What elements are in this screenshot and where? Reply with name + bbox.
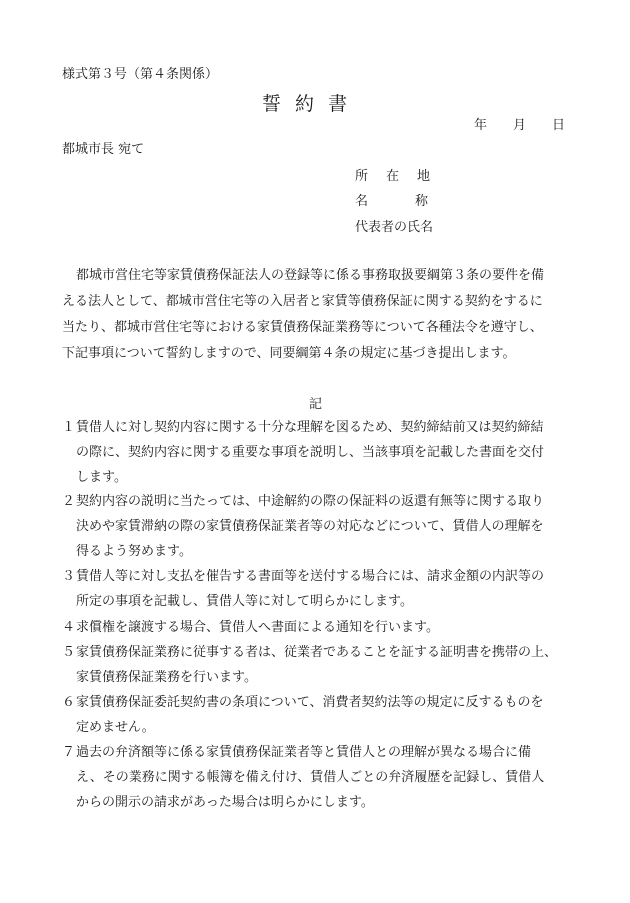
item-line: 賃借人等に対し支払を催告する書面等を送付する場合には、請求金額の内訳等の	[76, 569, 545, 584]
name-label: 名称	[355, 194, 476, 209]
item-line: の際に、契約内容に関する重要な事項を説明し、当該事項を記載した書面を交付	[76, 445, 545, 460]
form-number: 様式第３号（第４条関係）	[62, 67, 219, 82]
body-paragraph-line: える法人として、都城市営住宅等の入居者と家賃等債務保証に関する契約をするに	[62, 294, 543, 309]
item-line: 決めや家賃滞納の際の家賃債務保証業者等の対応などについて、賃借人の理解を	[76, 519, 544, 534]
representative-label: 代表者の氏名	[355, 220, 434, 235]
document-title: 誓約書	[262, 93, 362, 115]
ki-heading: 記	[309, 397, 323, 412]
item-line: 所定の事項を記載し、賃借人等に対して明らかにします。	[76, 594, 413, 609]
item-line: 得るよう努めます。	[76, 544, 192, 559]
item-line: 求償権を譲渡する場合、賃借人へ書面による通知を行います。	[76, 620, 439, 635]
date-day: 日	[552, 118, 566, 133]
body-paragraph-line: 都城市営住宅等家賃債務保証法人の登録等に係る事務取扱要綱第３条の要件を備	[76, 268, 545, 283]
body-paragraph-line: 当たり、都城市営住宅等における家賃債務保証業務等について各種法令を遵守し、	[62, 320, 543, 335]
item-number: １	[62, 420, 76, 435]
item-line: 契約内容の説明に当たっては、中途解約の際の保証料の返還有無等に関する取り	[76, 494, 545, 509]
item-number: ３	[62, 569, 76, 584]
item-line: からの開示の請求があった場合は明らかにします。	[76, 795, 374, 810]
addressee: 都城市長 宛て	[62, 142, 145, 157]
date-month: 月	[513, 118, 527, 133]
item-line: 家賃債務保証委託契約書の条項について、消費者契約法等の規定に反するものを	[76, 695, 544, 710]
item-line: 賃借人に対し契約内容に関する十分な理解を図るため、契約締結前又は契約締結	[76, 420, 544, 435]
item-line: 定めません。	[76, 720, 155, 735]
item-line: します。	[76, 470, 127, 485]
item-line: 家賃債務保証業務に従事する者は、従業者であることを証する証明書を携帯の上、	[76, 645, 558, 660]
item-number: ５	[62, 645, 76, 660]
item-number: ２	[62, 494, 76, 509]
item-line: 家賃債務保証業務を行います。	[76, 670, 257, 685]
date-year: 年	[474, 118, 488, 133]
item-number: ４	[62, 620, 76, 635]
body-paragraph-line: 下記事項について誓約しますので、同要綱第４条の規定に基づき提出します。	[62, 346, 516, 361]
item-line: え、その業務に関する帳簿を備え付け、賃借人ごとの弁済履歴を記録し、賃借人	[76, 770, 545, 785]
item-number: ７	[62, 745, 76, 760]
date-line	[474, 117, 565, 135]
location-label: 所在地	[355, 169, 449, 184]
item-number: ６	[62, 695, 76, 710]
item-line: 過去の弁済額等に係る家賃債務保証業者等と賃借人との理解が異なる場合に備	[76, 745, 532, 760]
